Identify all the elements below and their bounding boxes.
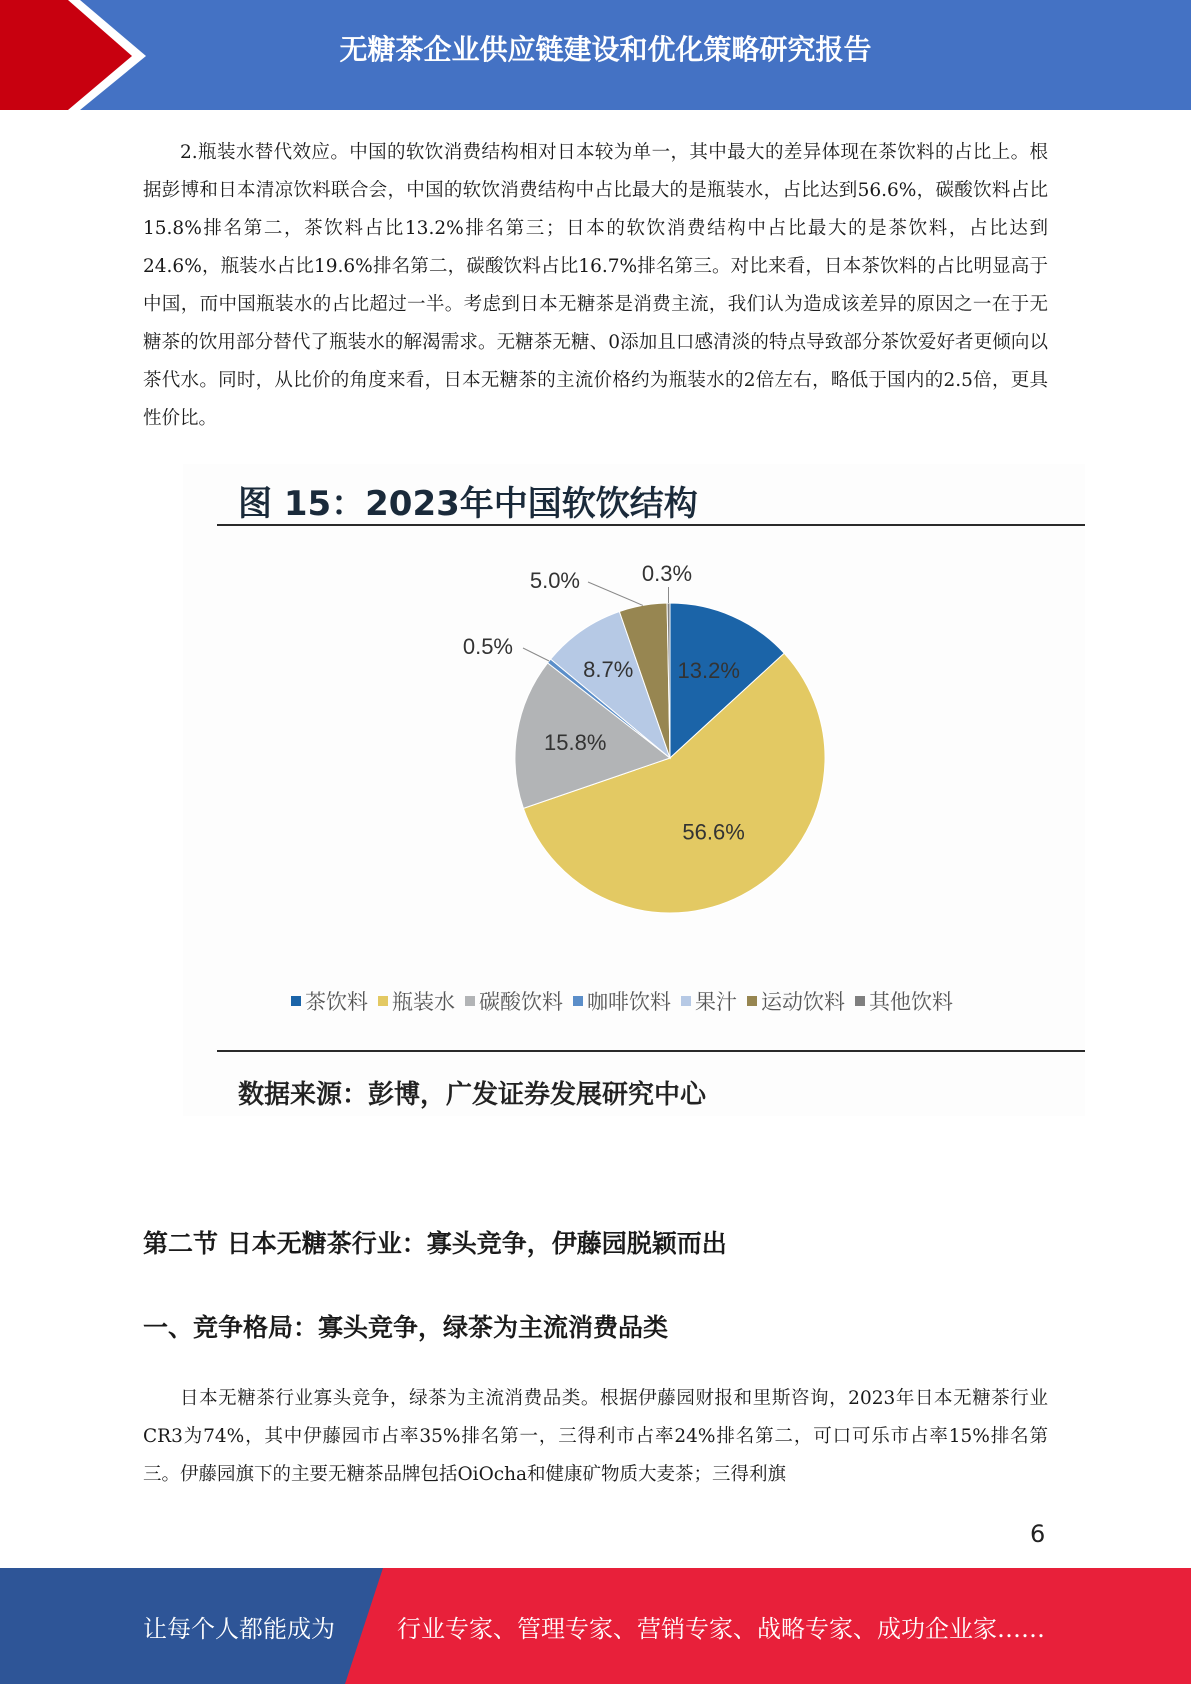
legend-swatch: [378, 996, 388, 1006]
figure-title: 图 15：2023年中国软饮结构: [238, 484, 698, 524]
legend-label: 茶饮料: [305, 990, 368, 1014]
pie-data-label-7: 0.3%: [641, 561, 693, 586]
legend-label: 果汁: [695, 990, 737, 1014]
legend-item-6: [747, 986, 845, 1016]
page-number: 6: [1030, 1520, 1046, 1548]
footer-slogan-right: 行业专家、管理专家、营销专家、战略专家、成功企业家……: [397, 1615, 1045, 1643]
legend-label: 瓶装水: [392, 990, 455, 1014]
legend-label: 碳酸饮料: [479, 990, 563, 1014]
legend-label: 其他饮料: [869, 990, 953, 1014]
pie-leader-line-6: [588, 582, 643, 605]
legend-item-3: [465, 986, 563, 1016]
legend-swatch: [291, 996, 301, 1006]
chart-legend: [291, 986, 953, 1016]
page-footer: [0, 1568, 1191, 1684]
legend-swatch: [855, 996, 865, 1006]
legend-item-4: [573, 986, 671, 1016]
pie-data-label-5: 8.7%: [583, 656, 634, 682]
legend-item-7: [855, 986, 953, 1016]
legend-label: 咖啡饮料: [587, 990, 671, 1014]
pie-data-label-1: 13.2%: [677, 658, 740, 683]
legend-item-2: [378, 986, 455, 1016]
footer-slogan-left: 让每个人都能成为: [143, 1615, 335, 1643]
legend-swatch: [465, 996, 475, 1006]
legend-swatch: [573, 996, 583, 1006]
pie-data-label-4: 0.5%: [462, 634, 513, 659]
pie-data-label-2: 56.6%: [682, 819, 745, 845]
body-paragraph-2: 日本无糖茶行业寡头竞争，绿茶为主流消费品类。根据伊藤园财报和里斯咨询，2023年日本无糖茶行业CR3为74%，其中伊藤园市占率35%排名第一，三得利市占率24%排名第二，可口可乐市占率15%排名第三。伊藤园旗下的主要无糖茶品牌包括OiOcha和健康矿物质大麦茶；三得利旗: [143, 1388, 1048, 1485]
legend-item-1: [291, 986, 368, 1016]
legend-swatch: [681, 996, 691, 1006]
header-title: 无糖茶企业供应链建设和优化策略研究报告: [339, 33, 872, 66]
figure-source: 数据来源：彭博，广发证券发展研究中心: [238, 1080, 707, 1110]
pie-chart: [183, 464, 1085, 1116]
body-paragraph-1: 2.瓶装水替代效应。中国的软饮消费结构相对日本较为单一，其中最大的差异体现在茶饮料的占比上。根据彭博和日本清凉饮料联合会，中国的软饮消费结构中占比最大的是瓶装水，占比达到56.6%，碳酸饮料占比15.8%排名第二，茶饮料占比13.2%排名第三；日本的软饮消费结构中占比最大的是茶饮料，占比达到24.6%，瓶装水占比19.6%排名第二，碳酸饮料占比16.7%排名第三。对比来看，日本茶饮料的占比明显高于中国，而中国瓶装水的占比超过一半。考虑到日本无糖茶是消费主流，我们认为造成该差异的原因之一在于无糖茶的饮用部分替代了瓶装水的解渴需求。无糖茶无糖、0添加且口感清淡的特点导致部分茶饮爱好者更倾向以茶代水。同时，从比价的角度来看，日本无糖茶的主流价格约为瓶装水的2倍左右，略低于国内的2.5倍，更具性价比。: [143, 142, 1048, 429]
figure-15: [183, 464, 1085, 1116]
pie-data-label-6: 5.0%: [529, 568, 580, 593]
section-heading: 第二节 日本无糖茶行业：寡头竞争，伊藤园脱颖而出: [143, 1229, 727, 1258]
legend-swatch: [747, 996, 757, 1006]
figure-bottom-rule: [217, 1050, 1085, 1052]
subsection-heading: 一、竞争格局：寡头竞争，绿茶为主流消费品类: [143, 1313, 669, 1342]
legend-label: 运动饮料: [761, 990, 845, 1014]
pie-data-label-3: 15.8%: [544, 730, 607, 756]
legend-item-5: [681, 986, 737, 1016]
pie-leader-line-4: [523, 648, 549, 661]
page-header: [0, 0, 1191, 110]
